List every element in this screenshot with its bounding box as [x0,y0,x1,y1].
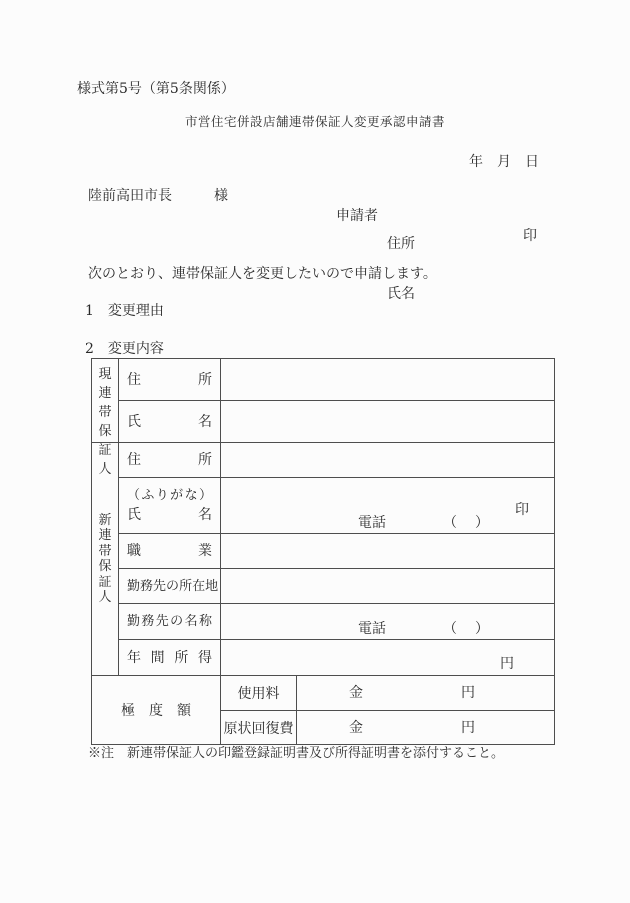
section-1-heading: 1 変更理由 [85,303,164,319]
new-guarantor-group-label: 新 連 帯 保 証 人 [98,512,112,605]
document-title: 市営住宅併設店舗連帯保証人変更承認申請書 [184,114,445,129]
usage-fee-label-cell [221,676,297,711]
employer-name-label: 勤 務 先 の 名 称 [127,614,212,629]
addressee-line: 陸前高田市長 様 [88,188,228,204]
new-guarantor-seal-mark: 印 [515,502,529,518]
usage-fee-kin-label: 金 [349,685,363,701]
new-address-label: 住 所 [127,452,212,468]
usage-fee-label: 使用料 [237,686,280,702]
annual-income-yen-label: 円 [500,656,514,672]
new-name-label-cell [119,478,221,534]
applicant-label: 申請者 [336,208,378,224]
current-address-input-area [221,359,555,401]
date-line: 年 月 日 [469,154,539,170]
home-phone-line [221,516,554,530]
new-guarantor-group-cell [92,443,119,676]
work-phone-paren-close: ） [475,621,489,637]
home-phone-paren-close: ） [475,515,489,531]
restoration-cost-label-cell [221,711,297,745]
annual-income-label-cell [119,640,221,676]
change-details-table [91,358,555,745]
current-name-input-area [221,401,555,443]
current-address-label: 住 所 [127,371,212,388]
occupation-input-area [221,534,555,569]
work-phone-label: 電話 [358,621,386,637]
applicant-seal-mark: 印 [523,228,537,244]
furigana-label: （ ふ り が な ） [127,488,212,503]
employer-address-label-cell [119,569,221,604]
current-guarantor-group-cell [92,359,119,477]
intro-text: 次のとおり、連帯保証人を変更したいので申請します。 [88,266,437,282]
employer-name-label-cell [119,604,221,640]
home-phone-label: 電話 [358,515,386,531]
current-name-label-cell [119,401,221,443]
applicant-address-label: 住所 [387,236,415,252]
annual-income-input-area [221,640,555,676]
annual-income-label: 年 間 所 得 [127,649,212,666]
note-text: ※注 新連帯保証人の印鑑登録証明書及び所得証明書を添付すること。 [88,746,505,761]
new-name-input-area [221,478,555,534]
restoration-cost-kin-label: 金 [349,719,363,736]
limit-amount-label: 極 度 額 [121,703,191,719]
restoration-cost-yen-label: 円 [461,719,475,736]
section-2-heading: 2 変更内容 [85,341,164,357]
employer-name-input-area [221,604,555,640]
occupation-label-cell [119,534,221,569]
home-phone-paren-open: （ [443,515,457,531]
limit-amount-label-cell [92,676,221,745]
work-phone-line [221,622,554,636]
employer-address-input-area [221,569,555,604]
applicant-name-label: 氏名 [387,286,415,302]
new-name-label: 氏 名 [127,507,212,523]
current-address-label-cell [119,359,221,401]
form-number: 様式第5号（第5条関係） [77,81,235,97]
usage-fee-yen-label: 円 [461,685,475,701]
occupation-label: 職 業 [127,543,212,559]
current-name-label: 氏 名 [127,413,212,430]
new-address-label-cell [119,443,221,478]
current-guarantor-group-label: 現 連 帯 保 証 人 [98,366,112,477]
restoration-cost-amount-cell [297,711,555,745]
usage-fee-amount-cell [297,676,555,711]
new-address-input-area [221,443,555,478]
employer-address-label: 勤 務 先 の 所 在 地 [127,578,219,594]
restoration-cost-label: 原状回復費 [223,720,294,737]
work-phone-paren-open: （ [443,621,457,637]
